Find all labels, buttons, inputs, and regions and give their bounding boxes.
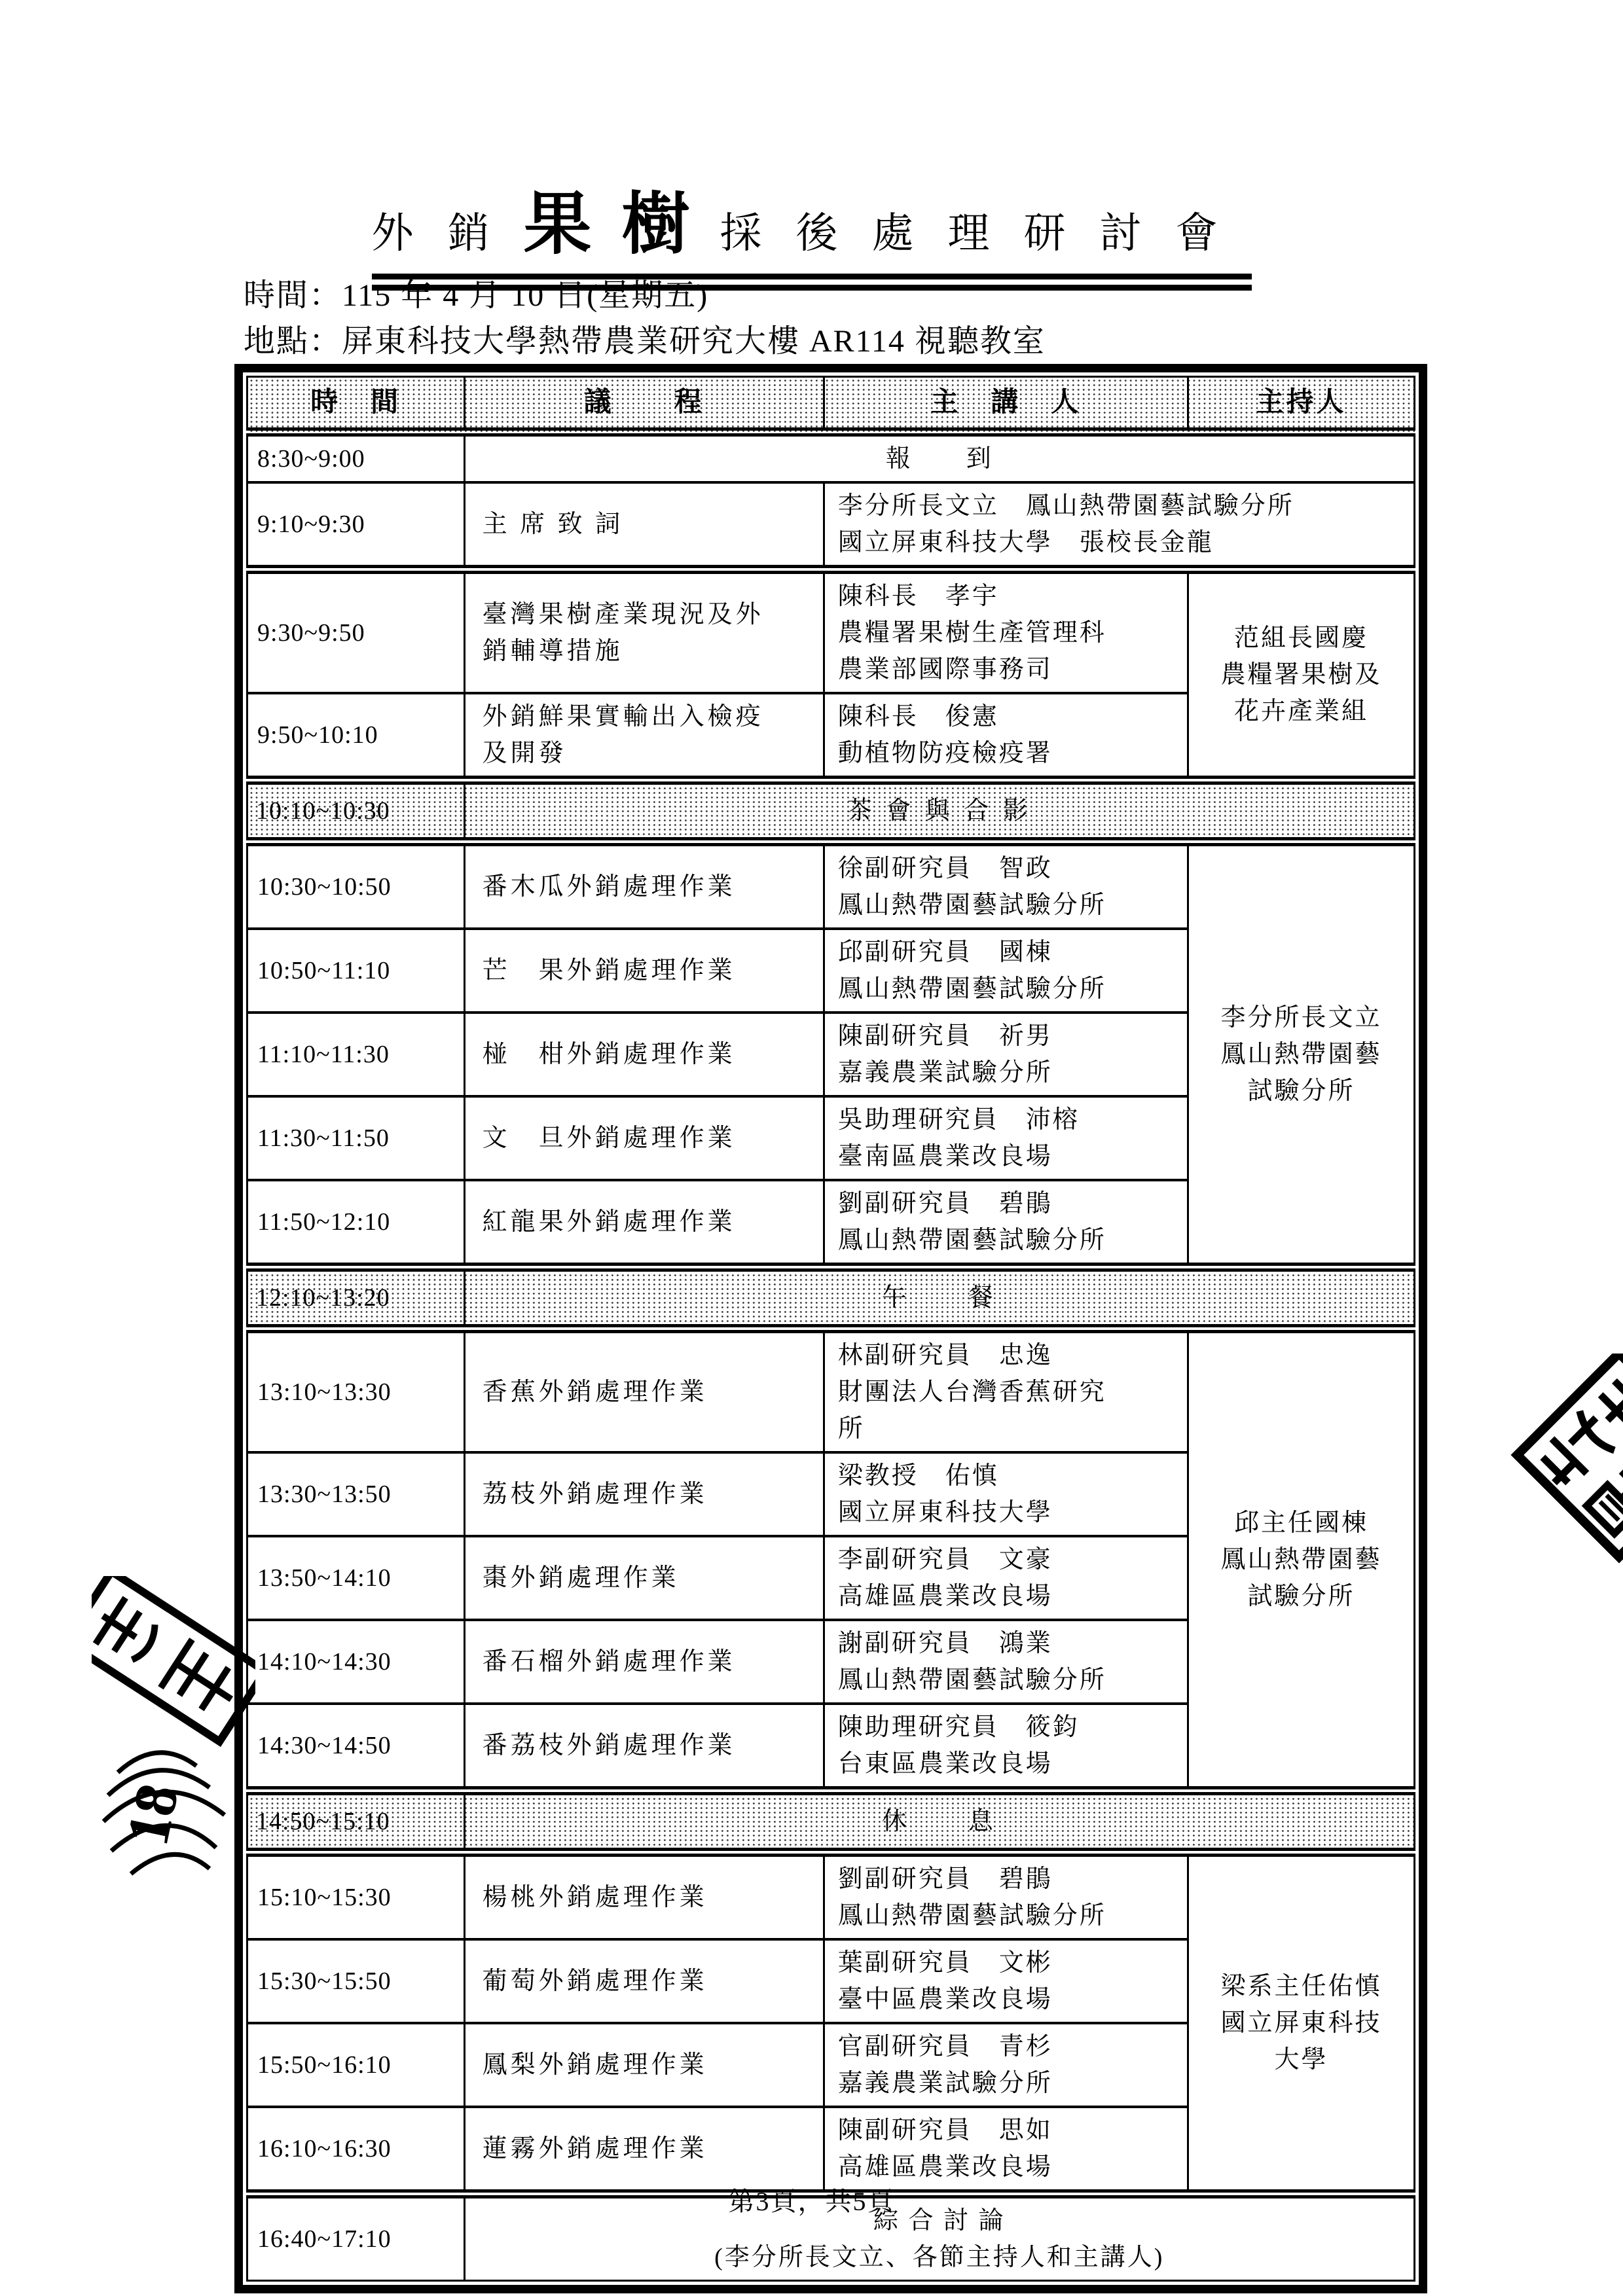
speaker-line: 謝副研究員 鴻業	[837, 1630, 1053, 1657]
agenda-line: 椪 柑外銷處理作業	[482, 1041, 736, 1068]
section-cell	[464, 1267, 1414, 1329]
moderator-cell	[1188, 569, 1415, 780]
speaker-line: 邱副研究員 國棟	[837, 939, 1053, 966]
agenda-line: 蓮霧外銷處理作業	[482, 2135, 708, 2162]
agenda-line: 紅龍果外銷處理作業	[482, 1208, 736, 1236]
speaker-line: 官副研究員 青杉	[837, 2033, 1053, 2060]
agenda-line: 荔枝外銷處理作業	[482, 1480, 708, 1508]
speaker-cell	[824, 1939, 1188, 2023]
header-row	[247, 377, 1415, 433]
agenda-line: 外銷鮮果實輸出入檢疫	[482, 703, 764, 730]
section-line: 休 息	[881, 1808, 997, 1835]
moderator-line: 范組長國慶	[1234, 624, 1369, 652]
column-header: 議 程	[464, 377, 824, 433]
speaker-line: 鳳山熱帶園藝試驗分所	[837, 1902, 1106, 1929]
time-cell: 9:50~10:10	[247, 693, 465, 780]
agenda-line: 主 席 致 詞	[482, 511, 624, 538]
agenda-cell	[464, 1939, 824, 2023]
moderator-cell	[1188, 1852, 1415, 2194]
speaker-cell	[824, 1620, 1188, 1704]
agenda-line: 番木瓜外銷處理作業	[482, 873, 736, 901]
speaker-line: 葉副研究員 文彬	[837, 1949, 1053, 1977]
speaker-cell	[824, 1096, 1188, 1180]
table-row	[247, 1329, 1415, 1452]
agenda-cell	[464, 1096, 824, 1180]
agenda-line: 番荔枝外銷處理作業	[482, 1732, 736, 1759]
schedule-table-frame	[234, 364, 1427, 2293]
speaker-line: 陳副研究員 祈男	[837, 1022, 1053, 1050]
time-cell: 14:30~14:50	[247, 1704, 465, 1791]
speaker-line: 嘉義農業試驗分所	[837, 1059, 1053, 1086]
time-cell: 14:10~14:30	[247, 1620, 465, 1704]
speaker-line: 陳助理研究員 筱鈞	[837, 1713, 1080, 1741]
left-stamp-digits: 18	[113, 1778, 192, 1851]
speaker-line: 陳副研究員 思如	[837, 2117, 1053, 2144]
speaker-cell	[824, 1013, 1188, 1096]
time-cell: 13:10~13:30	[257, 1378, 392, 1406]
speaker-line: 陳科長 孝宇	[837, 583, 999, 610]
speaker-line: 李分所長文立 鳳山熱帶園藝試驗分所	[837, 492, 1294, 520]
agenda-line: 番石榴外銷處理作業	[482, 1648, 736, 1676]
speaker-cell	[824, 482, 1414, 569]
table-row	[247, 842, 1415, 929]
speaker-cell	[824, 1329, 1188, 1452]
moderator-line: 鳳山熱帶園藝	[1220, 1041, 1382, 1068]
speaker-line: 鳳山熱帶園藝試驗分所	[837, 1666, 1106, 1694]
moderator-line: 試驗分所	[1247, 1077, 1355, 1105]
speaker-line: 臺中區農業改良場	[837, 1986, 1053, 2013]
moderator-cell	[1188, 1329, 1415, 1791]
speaker-cell	[824, 1536, 1188, 1620]
speaker-line: 所	[837, 1415, 865, 1443]
section-cell	[464, 1791, 1414, 1852]
moderator-cell	[1188, 842, 1415, 1267]
speaker-cell	[824, 569, 1188, 693]
agenda-cell	[464, 1013, 824, 1096]
speaker-line: 財團法人台灣香蕉研究	[837, 1378, 1106, 1406]
time-cell: 14:50~15:10	[247, 1791, 465, 1852]
section-line: 報 到	[885, 445, 993, 473]
speaker-cell	[824, 1452, 1188, 1536]
time-cell: 15:50~16:10	[247, 2023, 465, 2107]
agenda-line: 文 旦外銷處理作業	[482, 1124, 736, 1152]
speaker-line: 農糧署果樹生產管理科	[837, 619, 1106, 647]
speaker-line: 徐副研究員 智政	[837, 855, 1053, 882]
right-ink-stamp-icon	[1498, 1354, 1623, 1641]
table-row	[247, 1791, 1415, 1852]
agenda-cell	[464, 842, 824, 929]
agenda-cell	[464, 1452, 824, 1536]
time-cell: 11:10~11:30	[247, 1013, 465, 1096]
agenda-line: 臺灣果樹產業現況及外	[482, 601, 764, 628]
agenda-line: 楊桃外銷處理作業	[482, 1884, 708, 1911]
agenda-cell	[464, 1704, 824, 1791]
speaker-line: 農業部國際事務司	[837, 656, 1053, 683]
time-cell: 16:10~16:30	[247, 2107, 465, 2194]
column-header: 時 間	[247, 377, 465, 433]
agenda-cell	[464, 929, 824, 1013]
moderator-line: 梁系主任佑慎	[1220, 1973, 1382, 2000]
title-suffix: 採後處理研討會	[720, 210, 1252, 257]
section-cell	[464, 432, 1414, 482]
agenda-cell	[464, 569, 824, 693]
speaker-line: 吳助理研究員 沛榕	[837, 1106, 1080, 1134]
speaker-line: 鳳山熱帶園藝試驗分所	[837, 891, 1106, 919]
title-prefix: 外銷	[371, 210, 524, 257]
column-header: 主持人	[1188, 377, 1415, 433]
title-emphasis: 果樹	[523, 187, 720, 262]
table-row	[247, 432, 1415, 482]
speaker-cell	[824, 1852, 1188, 1939]
section-cell	[464, 780, 1414, 842]
section-line: 茶 會 與 合 影	[847, 797, 1032, 825]
speaker-line: 鳳山熱帶園藝試驗分所	[837, 1227, 1106, 1254]
time-cell: 12:10~13:20	[247, 1267, 465, 1329]
time-cell: 9:30~9:50	[247, 569, 465, 693]
moderator-line: 試驗分所	[1247, 1583, 1355, 1610]
table-row	[247, 569, 1415, 693]
agenda-cell	[464, 1620, 824, 1704]
time-cell: 11:30~11:50	[247, 1096, 465, 1180]
table-row	[247, 1852, 1415, 1939]
agenda-cell	[464, 1852, 824, 1939]
speaker-cell	[824, 2023, 1188, 2107]
time-cell: 11:50~12:10	[247, 1180, 465, 1267]
speaker-cell	[824, 693, 1188, 780]
time-cell: 10:30~10:50	[257, 873, 392, 901]
section-line: 午 餐	[881, 1284, 997, 1312]
moderator-line: 花卉產業組	[1234, 698, 1369, 725]
moderator-line: 邱主任國棟	[1234, 1509, 1369, 1537]
agenda-line: 葡萄外銷處理作業	[482, 1967, 708, 1995]
agenda-cell	[464, 1536, 824, 1620]
time-cell: 9:10~9:30	[247, 482, 465, 569]
table-body	[247, 432, 1415, 2281]
table-header	[247, 377, 1415, 433]
speaker-line: 鳳山熱帶園藝試驗分所	[837, 975, 1106, 1003]
speaker-line: 林副研究員 忠逸	[837, 1342, 1053, 1369]
speaker-cell	[824, 842, 1188, 929]
speaker-line: 臺南區農業改良場	[837, 1143, 1053, 1170]
speaker-line: 劉副研究員 碧鵑	[837, 1865, 1053, 1893]
time-cell: 13:50~14:10	[247, 1536, 465, 1620]
time-cell: 16:40~17:10	[247, 2194, 465, 2281]
speaker-line: 國立屏東科技大學	[837, 1499, 1053, 1526]
meta-location-line: 地點：屏東科技大學熱帶農業研究大樓 AR114 視聽教室	[244, 324, 1046, 359]
table-row	[247, 780, 1415, 842]
agenda-cell	[464, 1180, 824, 1267]
agenda-line: 鳳梨外銷處理作業	[482, 2051, 708, 2079]
speaker-cell	[824, 929, 1188, 1013]
agenda-line: 香蕉外銷處理作業	[482, 1378, 708, 1406]
speaker-line: 高雄區農業改良場	[837, 1583, 1053, 1610]
speaker-line: 國立屏東科技大學 張校長金龍	[837, 529, 1214, 556]
schedule-table	[246, 376, 1415, 2282]
left-ink-stamp-icon	[92, 1576, 255, 1884]
speaker-cell	[824, 1704, 1188, 1791]
column-header: 主 講 人	[824, 377, 1188, 433]
agenda-cell	[464, 2023, 824, 2107]
section-line: 綜 合 討 論	[873, 2207, 1006, 2234]
speaker-line: 李副研究員 文豪	[837, 1546, 1053, 1573]
table-row	[247, 482, 1415, 569]
speaker-line: 高雄區農業改良場	[837, 2153, 1053, 2181]
speaker-line: 陳科長 俊憲	[837, 703, 999, 730]
time-cell: 10:50~11:10	[247, 929, 465, 1013]
page-number-label: 第3頁，共5頁	[728, 2187, 895, 2216]
meta-time-line: 時間：115 年 4 月 10 日(星期五)	[244, 278, 709, 313]
speaker-line: 劉副研究員 碧鵑	[837, 1190, 1053, 1217]
agenda-cell	[464, 1329, 824, 1452]
agenda-line: 及開發	[482, 740, 567, 767]
moderator-line: 鳳山熱帶園藝	[1220, 1546, 1382, 1573]
agenda-line: 棗外銷處理作業	[482, 1564, 680, 1592]
moderator-line: 李分所長文立	[1220, 1004, 1382, 1031]
agenda-line: 芒 果外銷處理作業	[482, 957, 736, 984]
section-line: (李分所長文立、各節主持人和主講人)	[714, 2244, 1165, 2271]
speaker-line: 台東區農業改良場	[837, 1750, 1053, 1778]
speaker-cell	[824, 1180, 1188, 1267]
table-row	[247, 1267, 1415, 1329]
moderator-line: 農糧署果樹及	[1220, 661, 1382, 689]
agenda-line: 銷輔導措施	[482, 637, 623, 665]
agenda-cell	[464, 482, 824, 569]
moderator-line: 大學	[1274, 2046, 1328, 2073]
agenda-cell	[464, 693, 824, 780]
moderator-line: 國立屏東科技	[1220, 2009, 1382, 2037]
speaker-line: 梁教授 佑慎	[837, 1462, 999, 1490]
time-cell: 15:30~15:50	[247, 1939, 465, 2023]
speaker-line: 動植物防疫檢疫署	[837, 740, 1053, 767]
time-cell: 8:30~9:00	[257, 445, 365, 473]
speaker-line: 嘉義農業試驗分所	[837, 2070, 1053, 2097]
time-cell: 13:30~13:50	[247, 1452, 465, 1536]
time-cell: 15:10~15:30	[257, 1884, 392, 1911]
time-cell: 10:10~10:30	[247, 780, 465, 842]
